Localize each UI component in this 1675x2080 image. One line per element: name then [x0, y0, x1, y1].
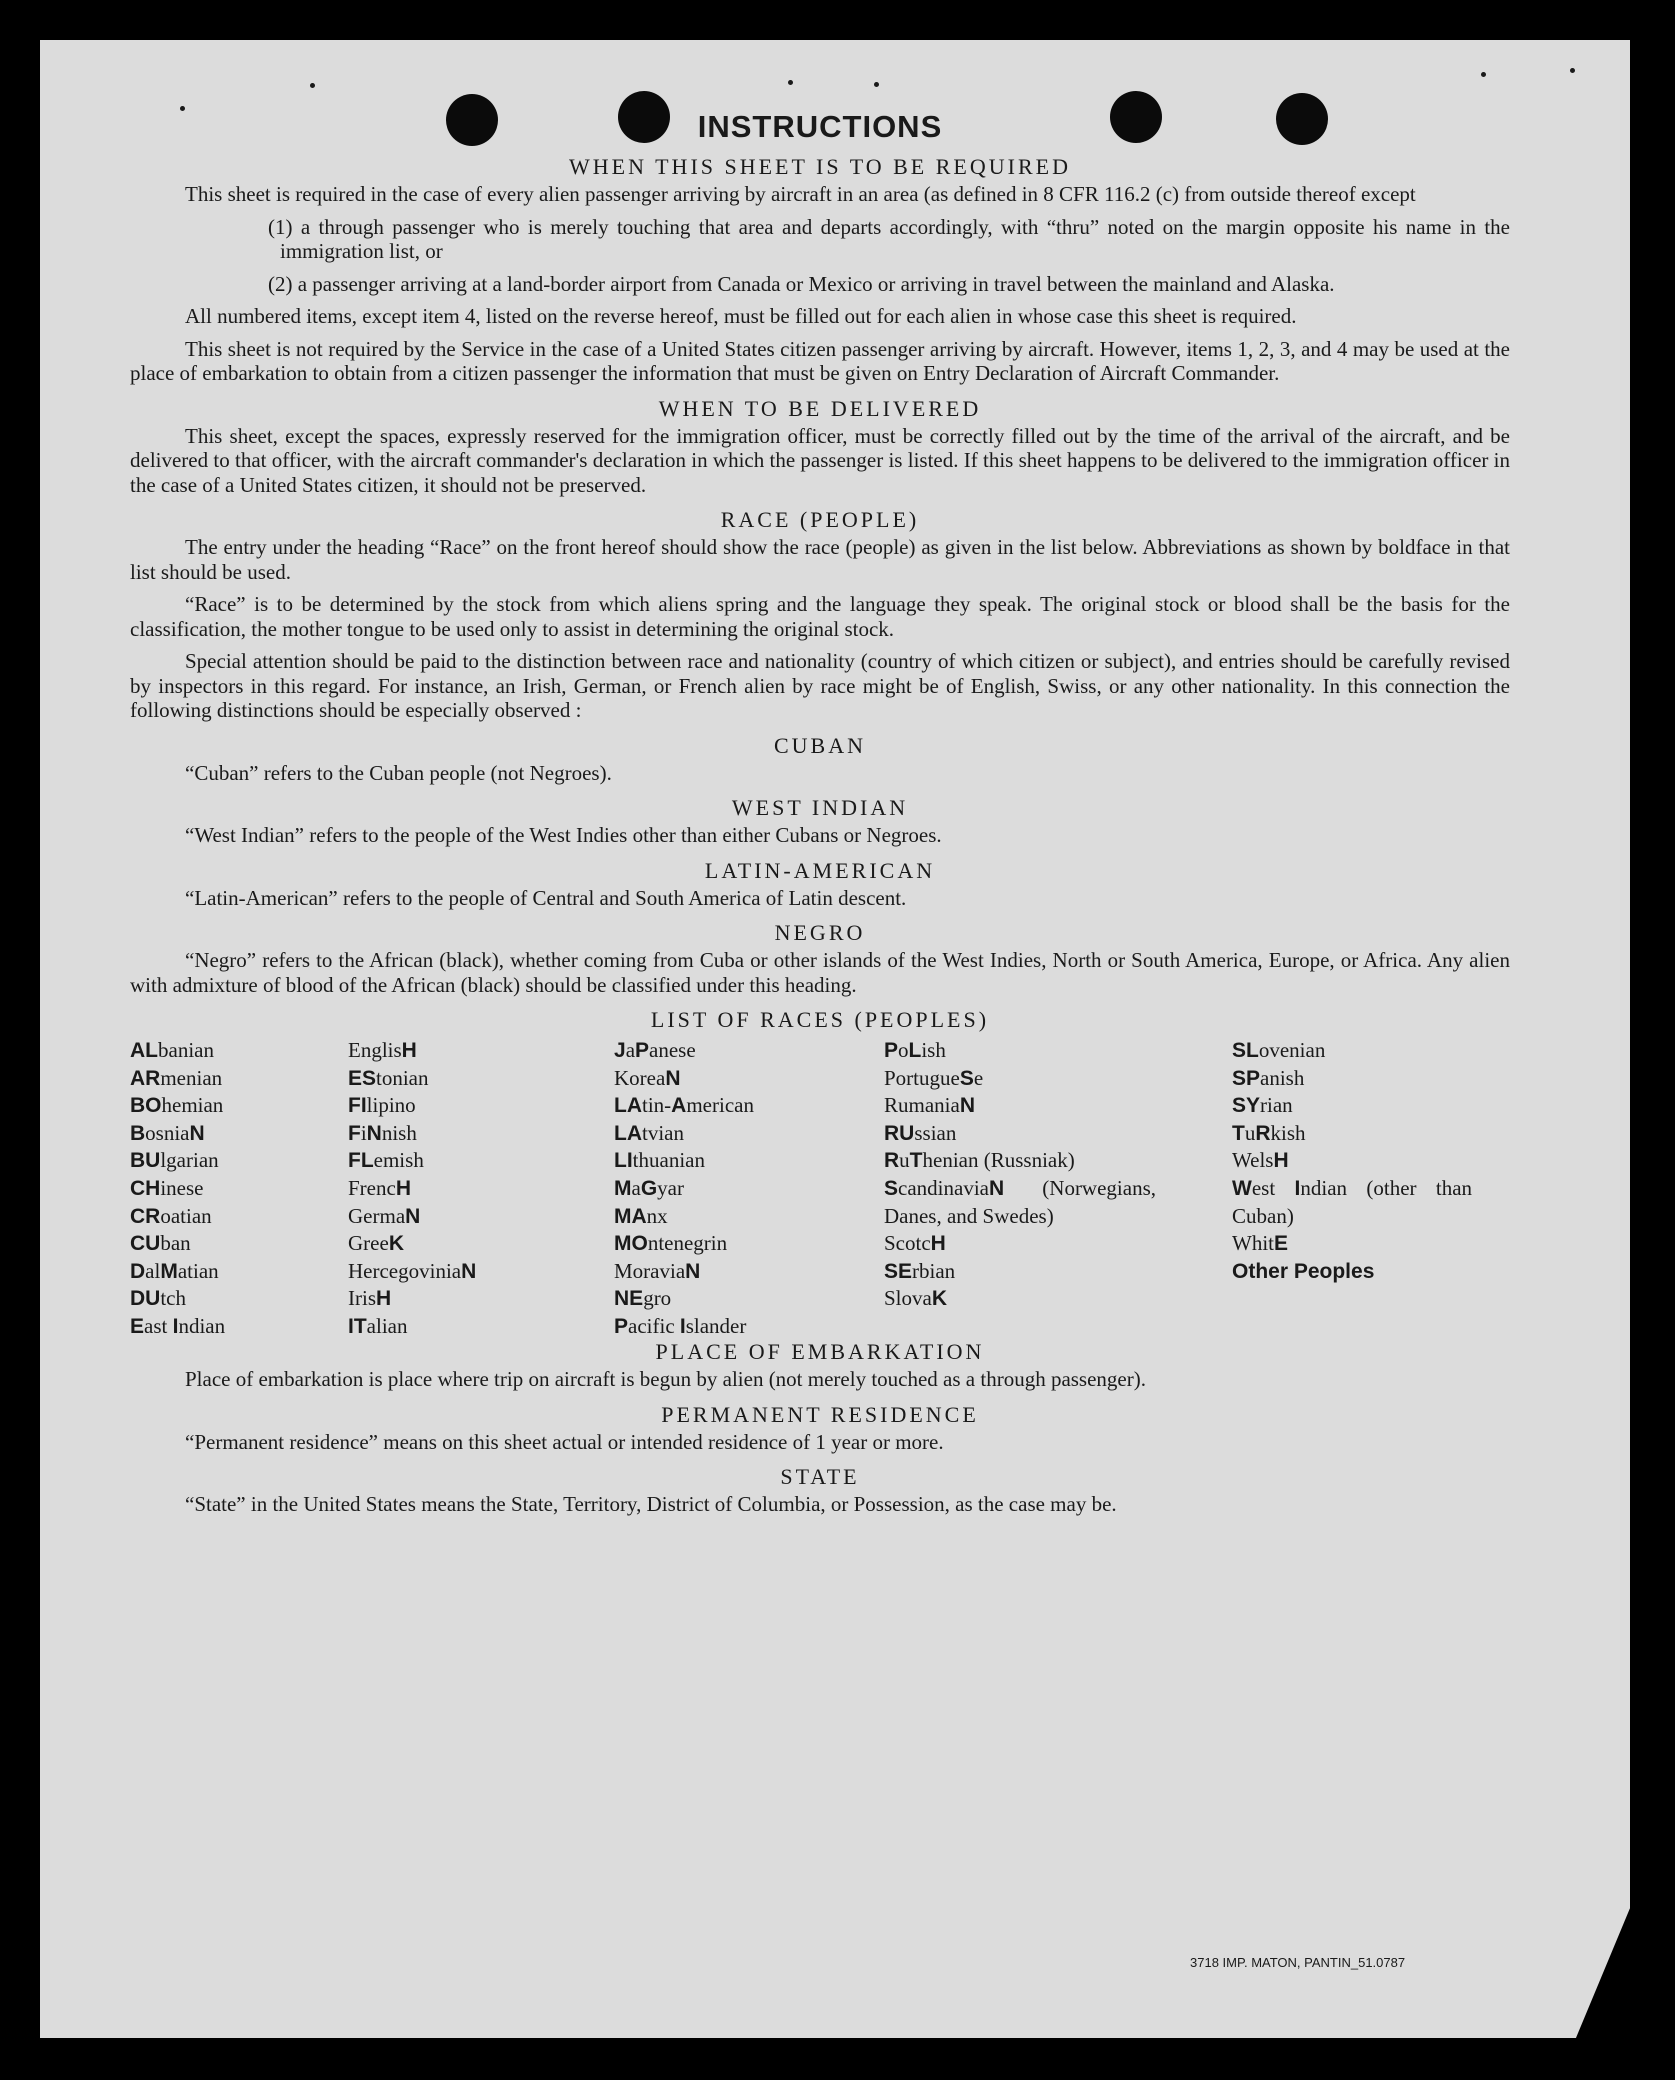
- race-entry: LIthuanian: [614, 1148, 705, 1173]
- race-entry: MaGyar: [614, 1175, 684, 1200]
- race-entry: ScandinaviaN (Norwegians, Danes, and Swedes): [884, 1175, 1156, 1228]
- race-entry: DalMatian: [130, 1258, 219, 1283]
- race-entry: CUban: [130, 1231, 191, 1256]
- section-heading: LIST OF RACES (PEOPLES): [650, 1007, 990, 1032]
- race-entry: HercegoviniaN: [348, 1258, 477, 1283]
- race-entry: FIlipino: [348, 1093, 416, 1118]
- paragraph: The entry under the heading “Race” on the front hereof should show the race (people) as given in the list below. Abbreviations as shown by boldface in that list should be used.: [130, 535, 1510, 584]
- race-entry: BOhemian: [130, 1093, 224, 1118]
- page-title: INSTRUCTIONS: [697, 109, 943, 144]
- race-entry: BosniaN: [130, 1120, 205, 1145]
- section-heading: CUBAN: [773, 732, 866, 758]
- race-entry: LAtvian: [614, 1120, 684, 1145]
- race-entry: BUlgarian: [130, 1148, 219, 1173]
- race-entry: FLemish: [348, 1148, 424, 1173]
- paragraph: “State” in the United States means the State, Territory, District of Columbia, or Possession, as the case may be.: [185, 1492, 1117, 1516]
- race-entry: IrisH: [348, 1286, 392, 1311]
- race-entry: KoreaN: [614, 1065, 681, 1090]
- section-heading: WEST INDIAN: [731, 795, 909, 820]
- list-item: (1) a through passenger who is merely touching that area and departs accordingly, with “thru” noted on the margin opposite his name in the immigration list, or: [268, 214, 1510, 263]
- races-column: [884, 1037, 1156, 1313]
- section-heading: WHEN THIS SHEET IS TO BE REQUIRED: [569, 154, 1071, 179]
- race-entry: WhitE: [1232, 1231, 1289, 1256]
- paragraph: Special attention should be paid to the distinction between race and nationality (country of which citizen or subject), and entries should be carefully revised by inspectors in this regard. For instance, an Irish, German, or French alien by race might be of English, Swiss, or any other nationality. In this connection the following distinctions should be especially observed :: [130, 649, 1510, 722]
- race-entry: East Indian: [130, 1313, 226, 1338]
- race-entry: EStonian: [348, 1065, 429, 1090]
- race-entry: SlovaK: [884, 1286, 948, 1311]
- paragraph: All numbered items, except item 4, listed on the reverse hereof, must be filled out for each alien in whose case this sheet is required.: [185, 304, 1297, 328]
- races-column: [1232, 1037, 1472, 1285]
- race-entry: LAtin-American: [614, 1093, 754, 1118]
- races-column: [130, 1037, 330, 1341]
- race-entry: CHinese: [130, 1175, 204, 1200]
- paragraph: “Negro” refers to the African (black), whether coming from Cuba or other islands of the West Indies, North or South America, Europe, or Africa. Any alien with admixture of blood of the African (black) should be classified under this heading.: [130, 948, 1510, 997]
- race-entry: RUssian: [884, 1120, 957, 1145]
- paragraph: Place of embarkation is place where trip on aircraft is begun by alien (not merely touched as a through passenger).: [185, 1367, 1146, 1391]
- paragraph: “Cuban” refers to the Cuban people (not Negroes).: [185, 760, 612, 785]
- race-entry: SPanish: [1232, 1065, 1305, 1090]
- race-entry: FrencH: [348, 1175, 411, 1200]
- race-entry: PortugueSe: [884, 1065, 984, 1090]
- race-entry: GreeK: [348, 1231, 404, 1256]
- section-heading: PLACE OF EMBARKATION: [655, 1339, 985, 1364]
- paragraph: “Latin-American” refers to the people of Central and South America of Latin descent.: [185, 885, 907, 910]
- section-heading: STATE: [780, 1464, 860, 1489]
- section-heading: PERMANENT RESIDENCE: [661, 1401, 979, 1427]
- section-heading: NEGRO: [774, 920, 866, 945]
- race-entry: ScotcH: [884, 1231, 946, 1256]
- race-entry: MAnx: [614, 1203, 668, 1228]
- race-entry: MOntenegrin: [614, 1231, 728, 1256]
- races-column: [348, 1037, 568, 1341]
- race-entry: FiNnish: [348, 1120, 417, 1145]
- race-entry: CRoatian: [130, 1203, 212, 1228]
- paragraph: This sheet, except the spaces, expressly reserved for the immigration officer, must be correctly filled out by the time of the arrival of the aircraft, and be delivered to that officer, with the aircraft commander's declaration in which the passenger is listed. If this sheet happens to be delivered to the immigration officer in the case of a United States citizen, it should not be preserved.: [130, 423, 1510, 497]
- race-entry: DUtch: [130, 1286, 186, 1311]
- instructions-content: [130, 63, 1510, 1525]
- race-entry: RumaniaN: [884, 1093, 975, 1118]
- race-entry: SYrian: [1232, 1093, 1293, 1118]
- race-entry: JaPanese: [614, 1038, 696, 1062]
- section-heading: RACE (PEOPLE): [720, 507, 920, 532]
- paragraph: “Permanent residence” means on this sheet actual or intended residence of 1 year or more.: [185, 1429, 944, 1454]
- paragraph: “Race” is to be determined by the stock from which aliens spring and the language they speak. The original stock or blood shall be the basis for the classification, the mother tongue to be used only to assist in determining the original stock.: [130, 592, 1510, 641]
- race-entry: ITalian: [348, 1313, 408, 1338]
- race-entry: TuRkish: [1232, 1120, 1306, 1145]
- races-column: [614, 1037, 864, 1341]
- race-entry: WelsH: [1232, 1148, 1289, 1173]
- race-entry: MoraviaN: [614, 1258, 701, 1283]
- list-item: (2) a passenger arriving at a land-border airport from Canada or Mexico or arriving in travel between the mainland and Alaska.: [268, 271, 1335, 296]
- paragraph: This sheet is required in the case of every alien passenger arriving by aircraft in an area (as defined in 8 CFR 116.2 (c) from outside thereof except: [185, 182, 1416, 206]
- race-entry: EnglisH: [348, 1038, 417, 1062]
- section-heading: LATIN-AMERICAN: [704, 857, 936, 883]
- speck: [1570, 68, 1575, 73]
- race-entry: Other Peoples: [1232, 1259, 1375, 1283]
- paragraph: This sheet is not required by the Service in the case of a United States citizen passenger arriving by aircraft. However, items 1, 2, 3, and 4 may be used at the place of embarkation to obtain from a citizen passenger the information that must be given on Entry Declaration of Aircraft Commander.: [130, 336, 1510, 385]
- race-entry: ALbanian: [130, 1038, 214, 1062]
- printer-mark: 3718 IMP. MATON, PANTIN_51.0787: [1190, 1955, 1406, 1970]
- race-entry: ARmenian: [130, 1065, 223, 1090]
- race-entry: SErbian: [884, 1258, 956, 1283]
- paragraph: “West Indian” refers to the people of the West Indies other than either Cubans or Negroes.: [185, 823, 942, 847]
- race-entry: SLovenian: [1232, 1038, 1326, 1062]
- race-entry: Pacific Islander: [614, 1313, 747, 1338]
- race-entry: RuThenian (Russniak): [884, 1148, 1075, 1173]
- section-heading: WHEN TO BE DELIVERED: [658, 395, 982, 421]
- race-entry: NEgro: [614, 1286, 672, 1311]
- race-entry: GermaN: [348, 1203, 421, 1228]
- races-list: [130, 1037, 1510, 1337]
- race-entry: West Indian (other than Cuban): [1232, 1175, 1473, 1228]
- race-entry: PoLish: [884, 1038, 946, 1062]
